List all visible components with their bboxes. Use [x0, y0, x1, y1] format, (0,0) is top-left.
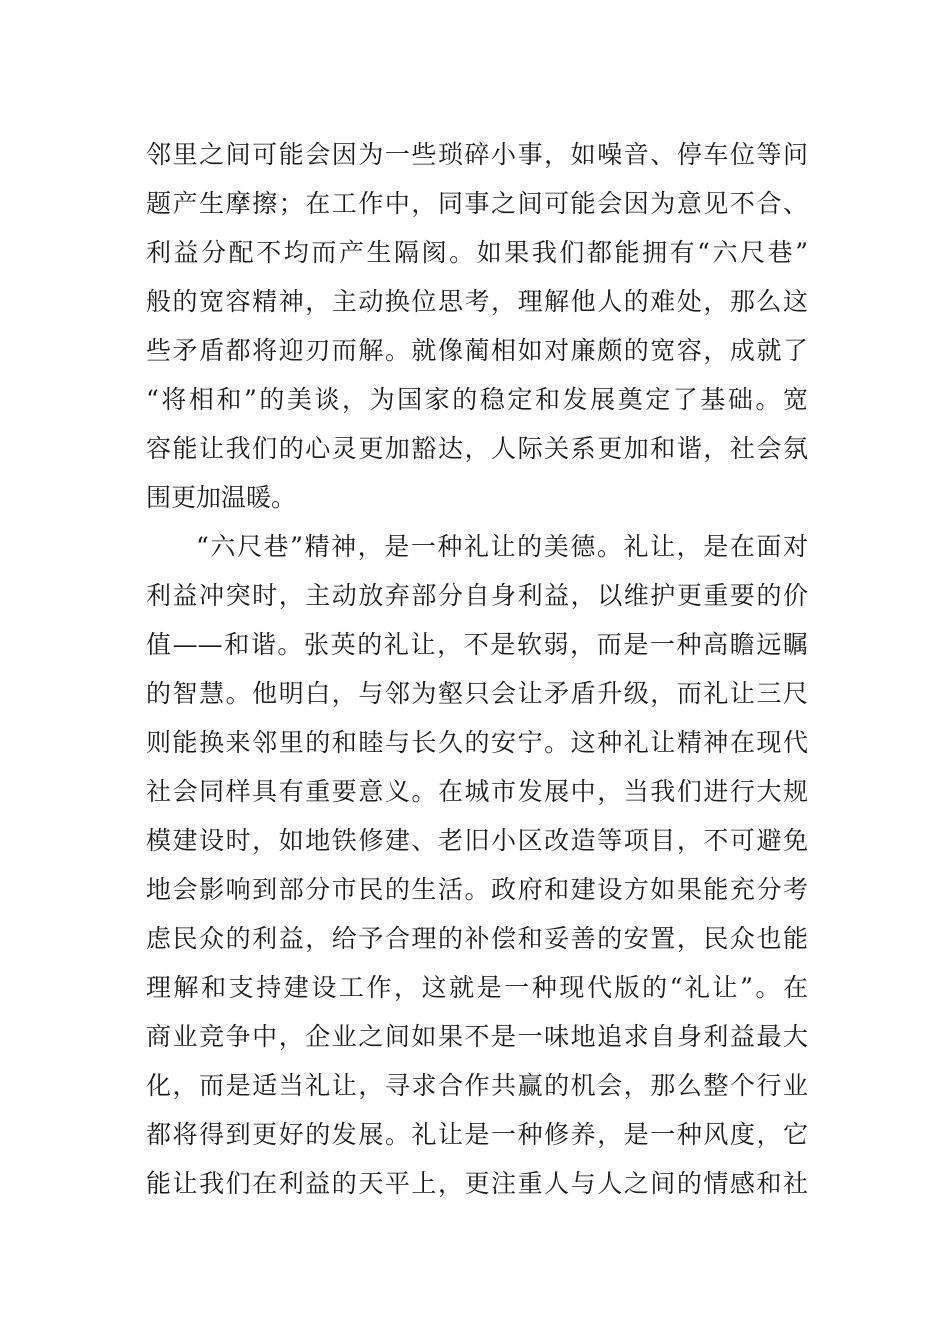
text-line: 模建设时，如地铁修建、老旧小区改造等项目，不可避免 [146, 826, 808, 855]
text-line: “六尺巷”精神，是一种礼让的美德。礼让，是在面对 [196, 532, 808, 561]
text-line: 则能换来邻里的和睦与长久的安宁。这种礼让精神在现代 [146, 728, 808, 757]
paragraph [146, 522, 808, 1208]
text-line: “将相和”的美谈，为国家的稳定和发展奠定了基础。宽 [146, 385, 808, 414]
text-line: 都将得到更好的发展。礼让是一种修养，是一种风度，它 [146, 1120, 808, 1149]
text-line: 理解和支持建设工作，这就是一种现代版的“礼让”。在 [146, 973, 808, 1002]
body-text [146, 130, 808, 1208]
text-line: 题产生摩擦；在工作中，同事之间可能会因为意见不合、 [146, 189, 808, 218]
text-line: 邻里之间可能会因为一些琐碎小事，如噪音、停车位等问 [146, 140, 808, 169]
text-line: 利益冲突时，主动放弃部分自身利益，以维护更重要的价 [146, 581, 808, 610]
text-line: 能让我们在利益的天平上，更注重人与人之间的情感和社 [146, 1169, 808, 1198]
text-line: 地会影响到部分市民的生活。政府和建设方如果能充分考 [146, 875, 808, 904]
text-line: 些矛盾都将迎刃而解。就像蔺相如对廉颇的宽容，成就了 [146, 336, 808, 365]
text-line: 商业竞争中，企业之间如果不是一味地追求自身利益最大 [146, 1022, 808, 1051]
paragraph [146, 130, 808, 522]
text-line: 容能让我们的心灵更加豁达，人际关系更加和谐，社会氛 [146, 434, 808, 463]
text-line: 值——和谐。张英的礼让，不是软弱，而是一种高瞻远瞩 [146, 630, 808, 659]
text-line: 虑民众的利益，给予合理的补偿和妥善的安置，民众也能 [146, 924, 808, 953]
text-line: 化，而是适当礼让，寻求合作共赢的机会，那么整个行业 [146, 1071, 808, 1100]
text-line: 般的宽容精神，主动换位思考，理解他人的难处，那么这 [146, 287, 808, 316]
text-line: 围更加温暖。 [146, 483, 297, 512]
text-line: 利益分配不均而产生隔阂。如果我们都能拥有“六尺巷” [146, 238, 808, 267]
text-line: 社会同样具有重要意义。在城市发展中，当我们进行大规 [146, 777, 808, 806]
text-line: 的智慧。他明白，与邻为壑只会让矛盾升级，而礼让三尺 [146, 679, 808, 708]
